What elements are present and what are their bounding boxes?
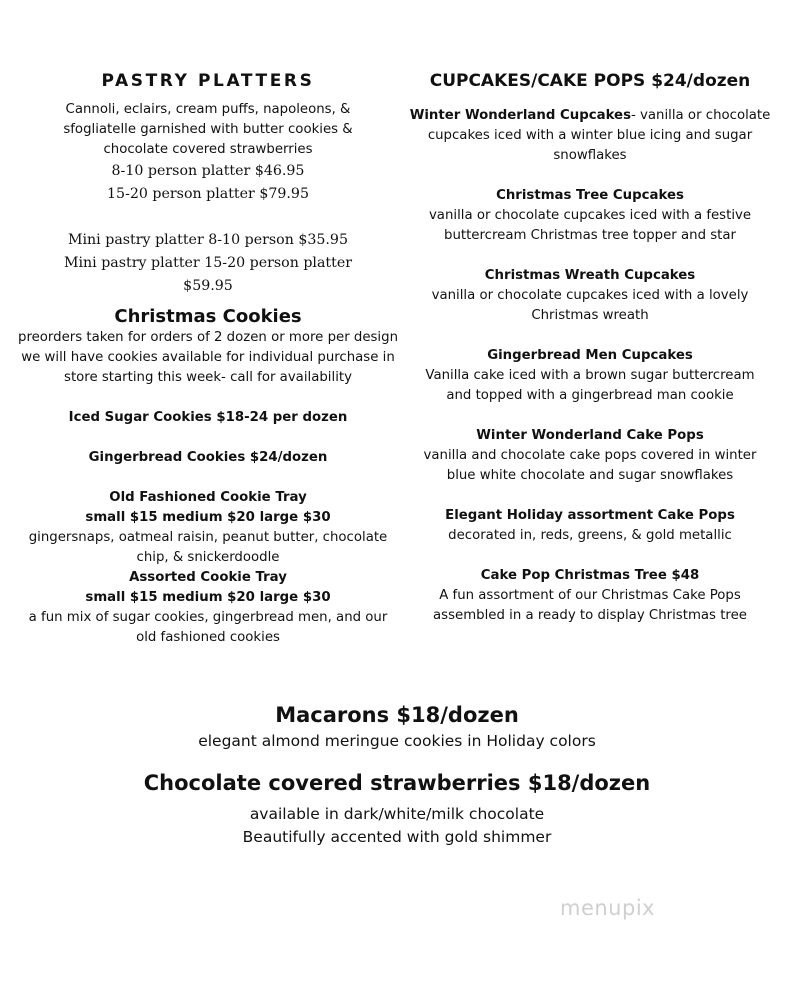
menu-item-name: Christmas Wreath Cupcakes <box>484 268 696 283</box>
menu-item-name: Winter Wonderland Cake Pops <box>476 428 704 443</box>
left-column <box>8 68 408 648</box>
cupcakes-heading: CUPCAKES/CAKE POPS $24/dozen <box>429 71 751 91</box>
menu-item-desc: Christmas wreath <box>531 308 649 323</box>
iced-sugar-cookies: Iced Sugar Cookies $18-24 per dozen <box>68 410 348 425</box>
mini-pastry-line: $59.95 <box>183 278 233 294</box>
christmas-cookies-heading: Christmas Cookies <box>114 306 302 327</box>
cookies-note-line: store starting this week- call for availability <box>64 370 352 385</box>
strawberries-desc: Beautifully accented with gold shimmer <box>242 828 552 846</box>
winter-cupcakes-line <box>400 106 780 126</box>
menu-item-desc: decorated in, reds, greens, & gold metallic <box>448 528 732 543</box>
mini-pastry-line: Mini pastry platter 15-20 person platter <box>63 255 353 271</box>
menu-item-desc: Vanilla cake iced with a brown sugar buttercream <box>425 368 755 383</box>
macarons-desc: elegant almond meringue cookies in Holiday colors <box>198 732 596 750</box>
strawberries-desc: available in dark/white/milk chocolate <box>249 805 545 823</box>
old-fashioned-tray-price: small $15 medium $20 large $30 <box>85 510 331 525</box>
winter-cupcakes-desc-start: - vanilla or chocolate <box>631 108 771 123</box>
pastry-price-line: 15-20 person platter $79.95 <box>107 186 309 202</box>
menu-item-desc: assembled in a ready to display Christmas tree <box>433 608 747 623</box>
winter-cupcakes-desc: snowflakes <box>553 148 627 163</box>
menu-item-desc: vanilla or chocolate cupcakes iced with a lovely <box>431 288 749 303</box>
pastry-platters-heading: PASTRY PLATTERS <box>101 71 315 91</box>
assorted-tray-desc: a fun mix of sugar cookies, gingerbread men, and our <box>28 610 388 625</box>
bottom-section <box>0 700 794 849</box>
menu-item-name: Gingerbread Men Cupcakes <box>487 348 693 363</box>
menu-item-desc: buttercream Christmas tree topper and star <box>444 228 736 243</box>
assorted-tray-title: Assorted Cookie Tray <box>129 570 287 585</box>
menu-item-desc: and topped with a gingerbread man cookie <box>446 388 734 403</box>
menupix-watermark: menupix <box>560 896 656 920</box>
menu-item-name: Elegant Holiday assortment Cake Pops <box>445 508 735 523</box>
cookies-note-line: preorders taken for orders of 2 dozen or more per design <box>18 330 398 345</box>
gingerbread-cookies: Gingerbread Cookies $24/dozen <box>88 450 328 465</box>
cookies-note-line: we will have cookies available for individual purchase in <box>21 350 395 365</box>
winter-cupcakes-name: Winter Wonderland Cupcakes <box>409 108 631 123</box>
menu-item-name: Christmas Tree Cupcakes <box>496 188 684 203</box>
old-fashioned-tray-desc: chip, & snickerdoodle <box>136 550 280 565</box>
old-fashioned-tray-title: Old Fashioned Cookie Tray <box>109 490 307 505</box>
strawberries-heading: Chocolate covered strawberries $18/dozen <box>143 771 651 795</box>
menu-item-desc: blue white chocolate and sugar snowflakes <box>446 468 734 483</box>
mini-pastry-line: Mini pastry platter 8-10 person $35.95 <box>67 232 348 248</box>
pastry-price-line: 8-10 person platter $46.95 <box>111 163 305 179</box>
old-fashioned-tray-desc: gingersnaps, oatmeal raisin, peanut butter, chocolate <box>28 530 388 545</box>
right-column <box>400 68 780 626</box>
menu-item-desc: vanilla and chocolate cake pops covered in winter <box>423 448 757 463</box>
pastry-desc-line: Cannoli, eclairs, cream puffs, napoleons, & <box>65 102 351 117</box>
assorted-tray-price: small $15 medium $20 large $30 <box>85 590 331 605</box>
winter-cupcakes-desc: cupcakes iced with a winter blue icing and sugar <box>427 128 753 143</box>
macarons-heading: Macarons $18/dozen <box>275 703 519 727</box>
pastry-desc-line: sfogliatelle garnished with butter cookies & <box>63 122 353 137</box>
pastry-desc-line: chocolate covered strawberries <box>103 142 313 157</box>
menu-item-name: Cake Pop Christmas Tree $48 <box>480 568 700 583</box>
menu-item-desc: A fun assortment of our Christmas Cake Pops <box>439 588 741 603</box>
assorted-tray-desc: old fashioned cookies <box>136 630 280 645</box>
menu-item-desc: vanilla or chocolate cupcakes iced with a festive <box>428 208 752 223</box>
